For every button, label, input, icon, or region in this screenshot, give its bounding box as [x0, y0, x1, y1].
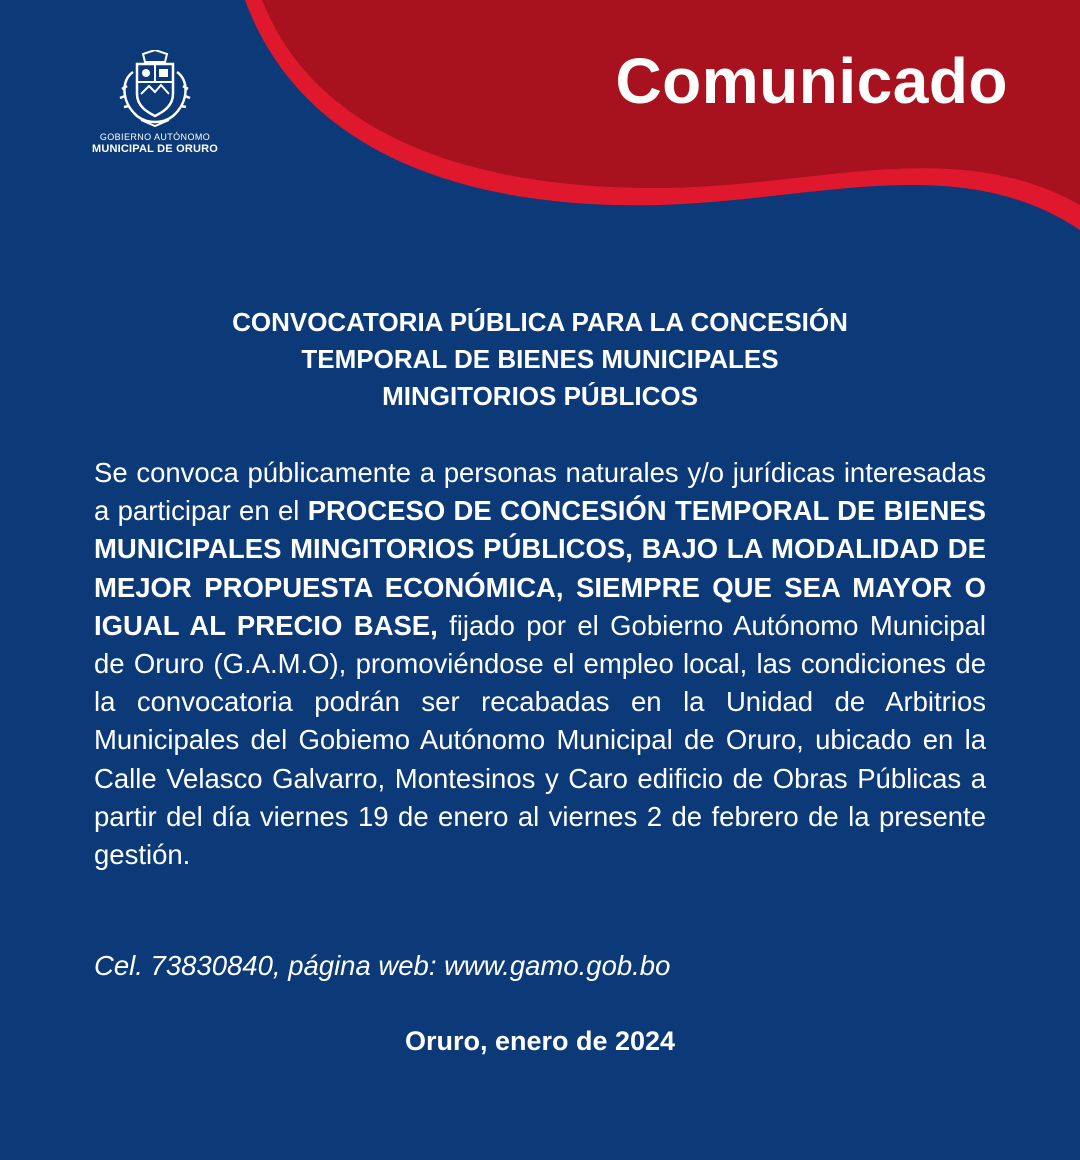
- contact-phone: Cel. 73830840,: [94, 950, 281, 981]
- logo-text-line1: GOBIERNO AUTÓNOMO: [99, 132, 211, 142]
- announcement-body: [94, 454, 986, 874]
- title-line-3: MINGITORIOS PÚBLICOS: [382, 381, 698, 411]
- title-line-2: TEMPORAL DE BIENES MUNICIPALES: [301, 344, 779, 374]
- logo-text-line2: MUNICIPAL DE ORURO: [91, 143, 219, 155]
- body-bold-highlight: PROCESO DE CONCESIÓN TEMPORAL DE BIENES MUNICIPALES MINGITORIOS PÚBLICOS, BAJO LA MODALIDAD DE MEJOR PROPUESTA ECONÓMICA, SIEMPRE QUE SEA MAYOR O IGUAL AL PRECIO BASE,: [94, 495, 986, 641]
- document-title: [90, 304, 990, 415]
- body-intro: Se convoca públicamente a personas naturales y/o jurídicas interesadas a participar en el: [94, 457, 986, 527]
- body-rest: fijado por el Gobierno Autónomo Municipal de Oruro (G.A.M.O), promoviéndose el empleo local, las condiciones de la convocatoria podrán ser recabadas en la Unidad de Arbitrios Municipales del Gobiemo Autónomo Municipal de Oruro, ubicado en la Calle Velasco Galvarro, Montesinos y Caro edificio de Obras Públicas a partir del día viernes 19 de enero al viernes 2 de febrero de la presente gestión.: [94, 609, 987, 871]
- contact-info: [94, 950, 670, 982]
- title-line-1: CONVOCATORIA PÚBLICA PARA LA CONCESIÓN: [232, 307, 848, 337]
- municipal-logo: [80, 50, 230, 155]
- coat-of-arms-icon: [107, 50, 203, 128]
- footer-date: Oruro, enero de 2024: [404, 1026, 676, 1056]
- contact-web: página web: www.gamo.gob.bo: [288, 950, 671, 981]
- header-title: Comunicado: [615, 45, 1008, 117]
